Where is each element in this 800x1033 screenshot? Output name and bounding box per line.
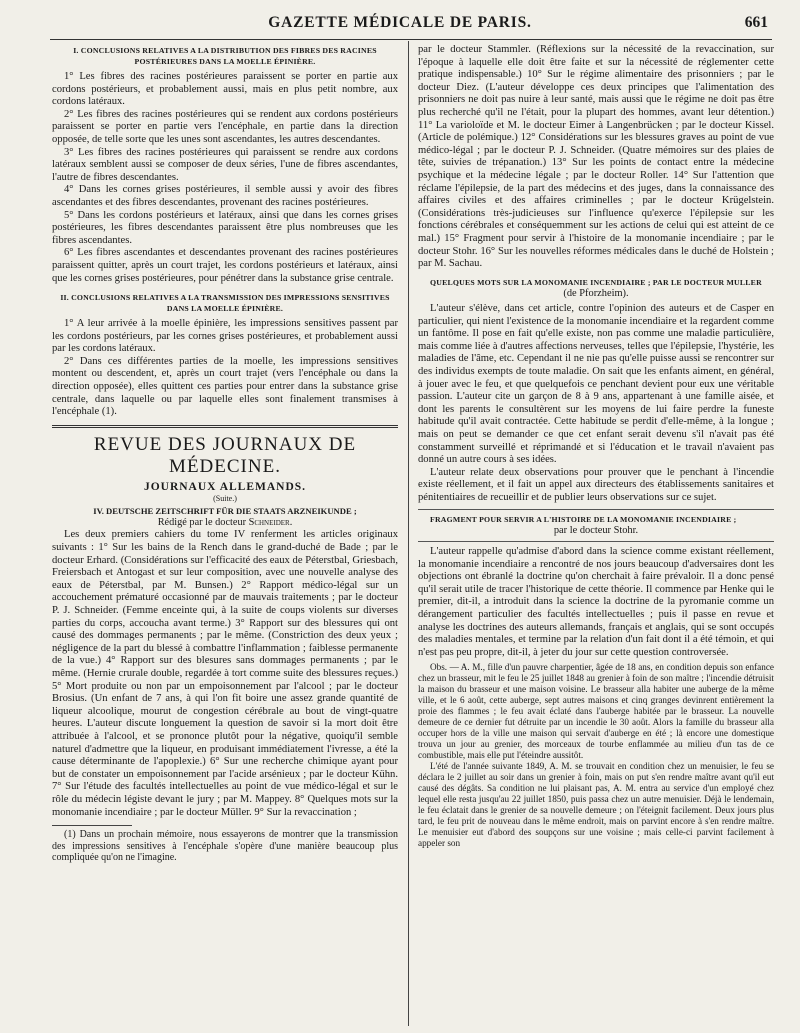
articles-paragraph: Les deux premiers cahiers du tome IV renferment les articles originaux suivants : 1° Sur les bains de la Rench dans le grand-duché de Bade ; par le docteur Erhard. (Considérations sur l'efficacité des eaux de Péterstbal, Griesbach, Freiersbach et Antogast et sur leur composition, avec une nouvelle analyse des eaux de Péterstbal, par M. Bunsen.) 2° Rapport médico-légal sur un accouchement prématuré occasionné par de mauvais traitements ; par le docteur P. J. Schneider. (Femme enceinte qui, à la suite de coups violents sur diverses parties du corps, accoucha avant terme.) 3° Rapport sur des blessures qui ont causé des dommages permanents ; par le même. (Constriction des deux yeux ; négligence de la part du blessé à combattre l'inflammation ; faiblesse permanente de la vue.) 4° Rapport sur des blesures sans dommages permanents ; par le même. (Hernie crurale double, regardée à tort comme suite des blessures reçues.) 5° Mort produite ou non par un empoisonnement par l'alcool ; par le docteur Brosius. (Un enfant de 7 ans, à qui l'on fit boire une assez grande quantité de liqueur alcoolique, mourut de congestion cérébrale au bout de vingt-quatre heures. L'auteur discute longuement la question de savoir si la mort doit être attribuée à l'alcool, et se prononce plutôt pour la négative, quoiqu'il semble naturel d'admettre que la liqueur, en produisant immédiatement l'ivresse, a été la cause déterminante de l'apoplexie.) 6° Sur une recherche chimique ayant pour but de constater un empoisonnement par l'acide arsénieux ; par le docteur Kühn. 7° Sur l'étude des facultés intellectuelles au point de vue médico-légal et sur le rôle du médecin légiste devant le jury ; par M. Mappey. 8° Quelques mots sur la monomanie incendiaire ; par le docteur Müller. 9° Sur la revaccination ;	[52, 529, 398, 818]
footnote-rule	[52, 825, 132, 826]
section-rule	[418, 541, 774, 542]
page-number: 661	[744, 14, 768, 31]
monomanie-heading-author: (de Pforzheim).	[563, 287, 629, 299]
conclusion-2-item: 2° Dans ces différentes parties de la moelle, les impressions sensitives montent ou descendent, et, après un court trajet (vers l'encéphale ou dans la direction opposée), elles quittent ces parties pour entrer dans la substance grise centrale, dans laquelle ou par laquelle elles sont finalement transmises à l'encéphale (1).	[52, 355, 398, 418]
conclusion-1-item: 1° Les fibres des racines postérieures paraissent se porter en partie aux cordons postérieurs, et probablement aussi, mais en plus petit nombre, aux cordons latéraux.	[52, 71, 398, 108]
section-rule	[52, 425, 398, 428]
conclusion-1-item: 4° Dans les cornes grises postérieures, il semble aussi y avoir des fibres ascendantes et des fibres descendantes, provenant des racines postérieures.	[52, 184, 398, 208]
editor-prefix: Rédigé par le docteur	[157, 516, 249, 528]
fragment-paragraph: L'auteur rappelle qu'admise d'abord dans la science comme existant réellement, la monomanie incendiaire a rencontré de nos jours beaucoup d'adversaires dont les objections ont ébranlé la doctrine qu'on cherchait à faire prévaloir. Il a donc pensé qu'il serait utile de tracer l'historique de cette théorie. Il commence par Henke qui le premier, dit-il, a introduit dans la science la doctrine de la pyromanie comme un dérangement particulier des facultés intellectuelles ; puis il passe en revue et analyse les doctrines des auteurs allemands, français et anglais, qui se sont occupés des maladies mentales, et termine par la relation d'un fait dont il a été témoin, et qui n'est pas peu propre, dit-il, à jeter du jour sur cette question controversée.	[418, 546, 774, 658]
monomanie-paragraph: L'auteur relate deux observations pour prouver que le penchant à l'incendie existe réellement, et il fait un appel aux directeurs des établissements sanitaires et pénitentiaires de recueillir et de publier leurs observations sur ce sujet.	[418, 466, 774, 503]
conclusion-2-item: 1° A leur arrivée à la moelle épinière, les impressions sensitives passent par les cordons postérieurs, par les cornes grises postérieures, et probablement aussi par les cordons latéraux.	[52, 318, 398, 355]
conclusion-1-item: 2° Les fibres des racines postérieures qui se rendent aux cordons postérieurs paraissent se porter en partie vers l'encéphale, en partie dans la direction opposée, de telle sorte que les unes sont ascendantes, les autres descendantes.	[52, 108, 398, 145]
fragment-heading-author: par le docteur Stohr.	[553, 524, 639, 536]
conclusion-1-item: 3° Les fibres des racines postérieures qui paraissent se rendre aux cordons latéraux semblent aussi se composer de deux séries, l'une de fibres ascendantes, l'autre de fibres descendantes.	[52, 146, 398, 183]
column-divider	[408, 41, 409, 1026]
monomanie-heading: QUELQUES MOTS SUR LA MONOMANIE INCENDIAIRE ; PAR LE DOCTEUR MULLER	[430, 277, 762, 287]
conclusion-1-item: 5° Dans les cordons postérieurs et latéraux, ainsi que dans les cornes grises postérieures, les fibres descendantes paraissent être plus nombreuses que les fibres ascendantes.	[52, 209, 398, 246]
journaux-heading: JOURNAUX ALLEMANDS.	[143, 480, 307, 493]
articles-continuation: par le docteur Stammler. (Réflexions sur la nécessité de la revaccination, sur l'époque à laquelle elle doit être faite et sur la nécessité de réglementer cette pratique indispensable.) 10° Sur le régime alimentaire des prisonniers ; par le docteur Diez. (L'auteur développe ces deux principes que l'alimentation des prisonniers ne doit pas nuire à leur santé, mais aussi que le régime ne doit pas être plus recherché qu'il ne l'était, pour la plupart des hommes, avant leur détention.) 11° La varioloïde et M. le docteur Eimer à Langenbrücken ; par le docteur Kissel. (Article de polémique.) 12° Considérations sur les blessures graves au point de vue médico-légal ; par le docteur P. J. Schneider. (Quatre mémoires sur des plaies de tête, suivies de trépanation.) 13° Sur les points de contact entre la médecine psychique et la médecine légale ; par le docteur Roller. 14° Sur l'attention que réclame l'épilepsie, de la part des médecins et des juges, dans la connaissance des affaires civiles et des affaires criminelles ; par le docteur Krügelstein. (Considérations très-judicieuses sur l'influence qu'exerce l'épilepsie sur les fonctions cérébrales et conséquemment sur les actions de celui qui est atteint de ce mal.) 15° Fragment pour servir à l'histoire de la monomanie incendiaire ; par le docteur Stohr. 16° Sur les nouvelles réformes médicales dans le duché de Holstein ; par M. Sachau.	[418, 44, 774, 270]
conclusions-1-heading: I. CONCLUSIONS RELATIVES A LA DISTRIBUTION DES FIBRES DES RACINES POSTÉRIEURES DANS LA MOELLE ÉPINIÈRE.	[73, 46, 377, 66]
editor-line	[52, 517, 398, 530]
running-head	[0, 14, 800, 36]
running-title: GAZETTE MÉDICALE DE PARIS.	[268, 14, 532, 31]
conclusion-1-item: 6° Les fibres ascendantes et descendantes provenant des racines postérieures paraissent quitter, après un court trajet, les cordons postérieurs et latéraux, ainsi que les cornes grises postérieures, pour pénétrer dans la substance grise centrale.	[52, 247, 398, 284]
footnote: (1) Dans un prochain mémoire, nous essayerons de montrer que la transmission des impressions sensitives à l'encéphale s'opère d'une manière beaucoup plus compliquée qu'on ne l'imagine.	[52, 829, 398, 864]
left-column	[52, 44, 398, 1029]
revue-title: REVUE DES JOURNAUX DE MÉDECINE.	[93, 433, 357, 477]
journal-heading: IV. DEUTSCHE ZEITSCHRIFT FÜR DIE STAATS ARZNEIKUNDE ;	[93, 505, 357, 516]
fragment-heading: FRAGMENT POUR SERVIR A L'HISTOIRE DE LA MONOMANIE INCENDIAIRE ;	[430, 514, 737, 524]
right-column	[418, 44, 774, 1029]
observation-paragraph: Obs. — A. M., fille d'un pauvre charpentier, âgée de 18 ans, en condition depuis son enfance chez un brasseur, mit le feu le 25 juillet 1848 au grenier à foin de son maître ; l'incendie détruisit la maison du brasseur et une maison voisine. Le brasseur alla habiter une auberge de la même ville, et le 6 août, cette auberge, sept autres maisons et cinq granges devinrent entièrement la proie des flammes ; le feu avait éclaté dans l'auberge habitée par le brasseur. La nouvelle demeure de ce dernier fut détruite par un incendie le 30 août. Alors la famille du brasseur alla occuper hors de la ville une maison qui servait d'auberge en été ; là encore une domestique trouva un jour au grenier, des morceaux de tourbe enflammée au milieu d'un tas de ce combustible, mais elle put l'éteindre aussitôt.	[418, 662, 774, 761]
editor-name: Schneider.	[248, 516, 293, 528]
observation-paragraph: L'été de l'année suivante 1849, A. M. se trouvait en condition chez un menuisier, le feu se déclara le 2 juillet au soir dans un grenier à foin, mais on put s'en rendre maître avant qu'il eut causé des dégâts. Sa condition ne lui plaisant pas, A. M. entra au service d'un employé chez lequel elle resta jusqu'au 22 juillet 1850, puis passa chez un autre menuisier. Déjà le lendemain, le feu éclatait dans le grenier de sa nouvelle demeure ; on l'éteignit facilement. Deux jours plus tard, le feu prit de nouveau dans le même endroit, mais on parvint encore à s'en rendre maître. Le menuisier eut d'abord des soupçons sur une voisine ; mais celle-ci parvint facilement à appeler son	[418, 761, 774, 849]
header-rule	[50, 39, 772, 40]
section-rule	[418, 509, 774, 510]
conclusions-2-heading: II. CONCLUSIONS RELATIVES A LA TRANSMISSION DES IMPRESSIONS SENSITIVES DANS LA MOELLE ÉPINIÈRE.	[60, 293, 390, 313]
suite-label: (Suite.)	[213, 493, 237, 503]
monomanie-paragraph: L'auteur s'élève, dans cet article, contre l'opinion des auteurs et de Casper en particulier, qui nient l'existence de la monomanie incendiaire et la regardent comme un fantôme. Il pose en fait qu'elle existe, non pas comme une maladie particulière, mais comme liée à d'autres affections nerveuses, telles que l'épilepsie, l'hystérie, les maladies de l'âme, etc. Cependant il ne nie pas qu'elle puisse aussi se rencontrer sur des individus exempts de toute maladie. On sait que les enfants aiment, en général, à jouer avec le feu, et que quelquefois ce penchant devient pour eux une véritable passion. L'auteur cite un garçon de 8 à 9 ans, appartenant à une famille aisée, et dont les parents le consultèrent sur les moyens de lui faire perdre la funeste habitude qu'il avait contractée. Cette habitude se perdit d'elle-même, à la longue ; mais on peut se demander ce que cet enfant serait devenu s'il n'avait pas été constamment surveillé et réprimandé et si l'éducation et le travail n'avaient pas donné un autre cours à ses idées.	[418, 303, 774, 466]
